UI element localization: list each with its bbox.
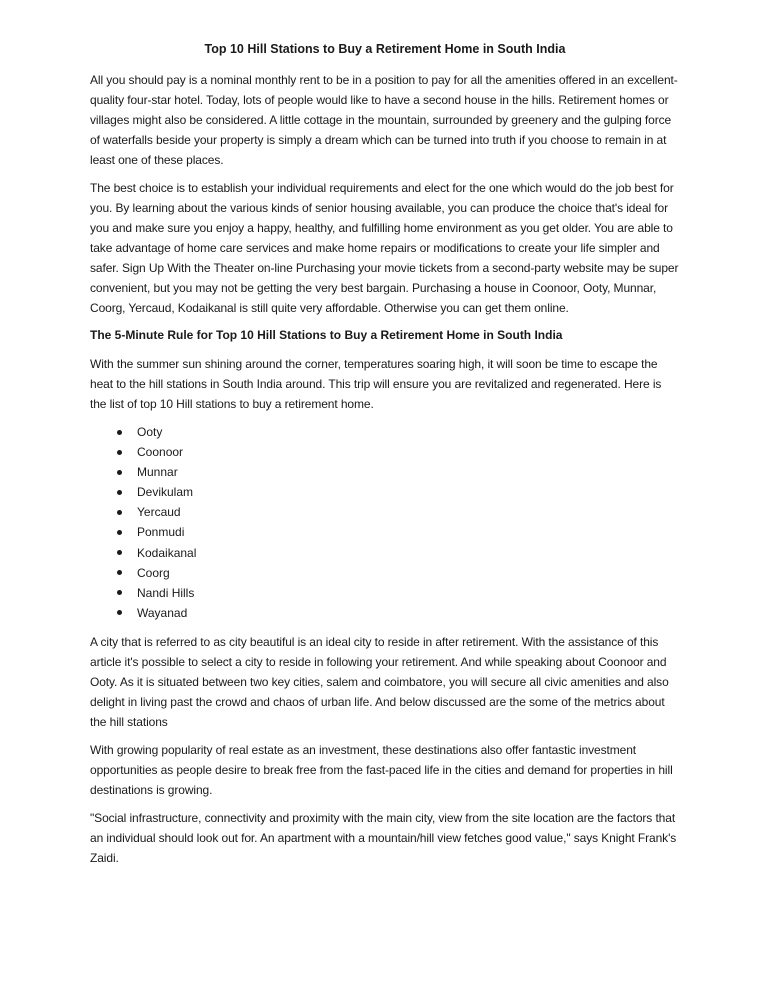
list-item-label: Ooty: [137, 425, 163, 439]
bullet-icon: [117, 550, 122, 555]
list-item-label: Devikulam: [137, 485, 194, 500]
list-item-label: Coorg: [137, 565, 170, 580]
list-item-label: Coonoor: [137, 445, 184, 460]
list-item: [117, 603, 680, 623]
list-item-label: Kodaikanal: [137, 545, 197, 560]
list-item-label: Ponmudi: [137, 525, 185, 540]
paragraph-after-1: A city that is referred to as city beautiful is an ideal city to reside in after retirement. With the assistance of this article it's possible to select a city to reside in following your retirement. And while speaking about Coonoor and Ooty. As it is situated between two key cities, salem and coimbatore, you will secure all civic amenities and also delight in living past the crowd and chaos of urban life. And below discussed are the some of the metrics about the hill stations: [90, 634, 669, 729]
document-page: [90, 40, 680, 876]
bullet-icon: [117, 470, 122, 475]
list-item: [117, 563, 680, 583]
list-item: [117, 502, 680, 522]
list-item: [117, 462, 680, 482]
list-item-label: Yercaud: [137, 505, 181, 520]
list-item-label: Munnar: [137, 465, 178, 480]
bullet-icon: [117, 490, 122, 495]
list-item: [117, 422, 680, 442]
bullet-icon: [117, 590, 122, 595]
paragraph-list-intro: With the summer sun shining around the corner, temperatures soaring high, it will soon be time to escape the heat to the hill stations in South India around. This trip will ensure you are revitalized and regenerated. Here is the list of top 10 Hill stations to buy a retirement home.: [90, 357, 662, 411]
bullet-icon: [117, 430, 122, 435]
list-item: [117, 522, 680, 542]
bullet-icon: [117, 450, 122, 455]
list-item: [117, 442, 680, 462]
bullet-icon: [117, 610, 122, 615]
paragraph-after-2: With growing popularity of real estate as an investment, these destinations also offer fantastic investment opportunities as people desire to break free from the fast-paced life in the cities and demand for properties in hill destinations is growing.: [90, 742, 673, 797]
list-item: [117, 583, 680, 603]
list-item: [117, 482, 680, 502]
paragraph-intro-2: The best choice is to establish your individual requirements and elect for the one which would do the job best for you. By learning about the various kinds of senior housing available, you can produce the choice that's ideal for you and make sure you enjoy a happy, healthy, and fulfilling home environment as you get older. You are able to take advantage of home care services and make home repairs or modifications to create your life simpler and safer. Sign Up With the Theater on-line Purchasing your movie tickets from a second-party website may be super convenient, but you may not be getting the very best bargain. Purchasing a house in Coonoor, Ooty, Munnar, Coorg, Yercaud, Kodaikanal is still quite very affordable. Otherwise you can get them online.: [90, 181, 679, 315]
bullet-icon: [117, 570, 122, 575]
hill-station-list: [90, 422, 680, 623]
bullet-icon: [117, 510, 122, 515]
paragraph-after-3: "Social infrastructure, connectivity and proximity with the main city, view from the site location are the factors that an individual should look out for. An apartment with a mountain/hill view fetches good value," says Knight Frank's Zaidi.: [90, 810, 677, 865]
list-item-label: Wayanad: [137, 605, 188, 620]
page-title: Top 10 Hill Stations to Buy a Retirement Home in South India: [204, 42, 566, 56]
paragraph-intro-1: All you should pay is a nominal monthly rent to be in a position to pay for all the amenities offered in an excellent-quality four-star hotel. Today, lots of people would like to have a second house in the hills. Retirement homes or villages might also be considered. A little cottage in the mountain, surrounded by greenery and the gulping force of waterfalls beside your property is simply a dream which can be turned into truth if you choose to remain in at least one of these places.: [90, 73, 678, 167]
bullet-icon: [117, 530, 122, 535]
list-item: [117, 543, 680, 563]
section-subheading: The 5-Minute Rule for Top 10 Hill Stations to Buy a Retirement Home in South India: [90, 328, 563, 342]
list-item-label: Nandi Hills: [137, 585, 195, 600]
